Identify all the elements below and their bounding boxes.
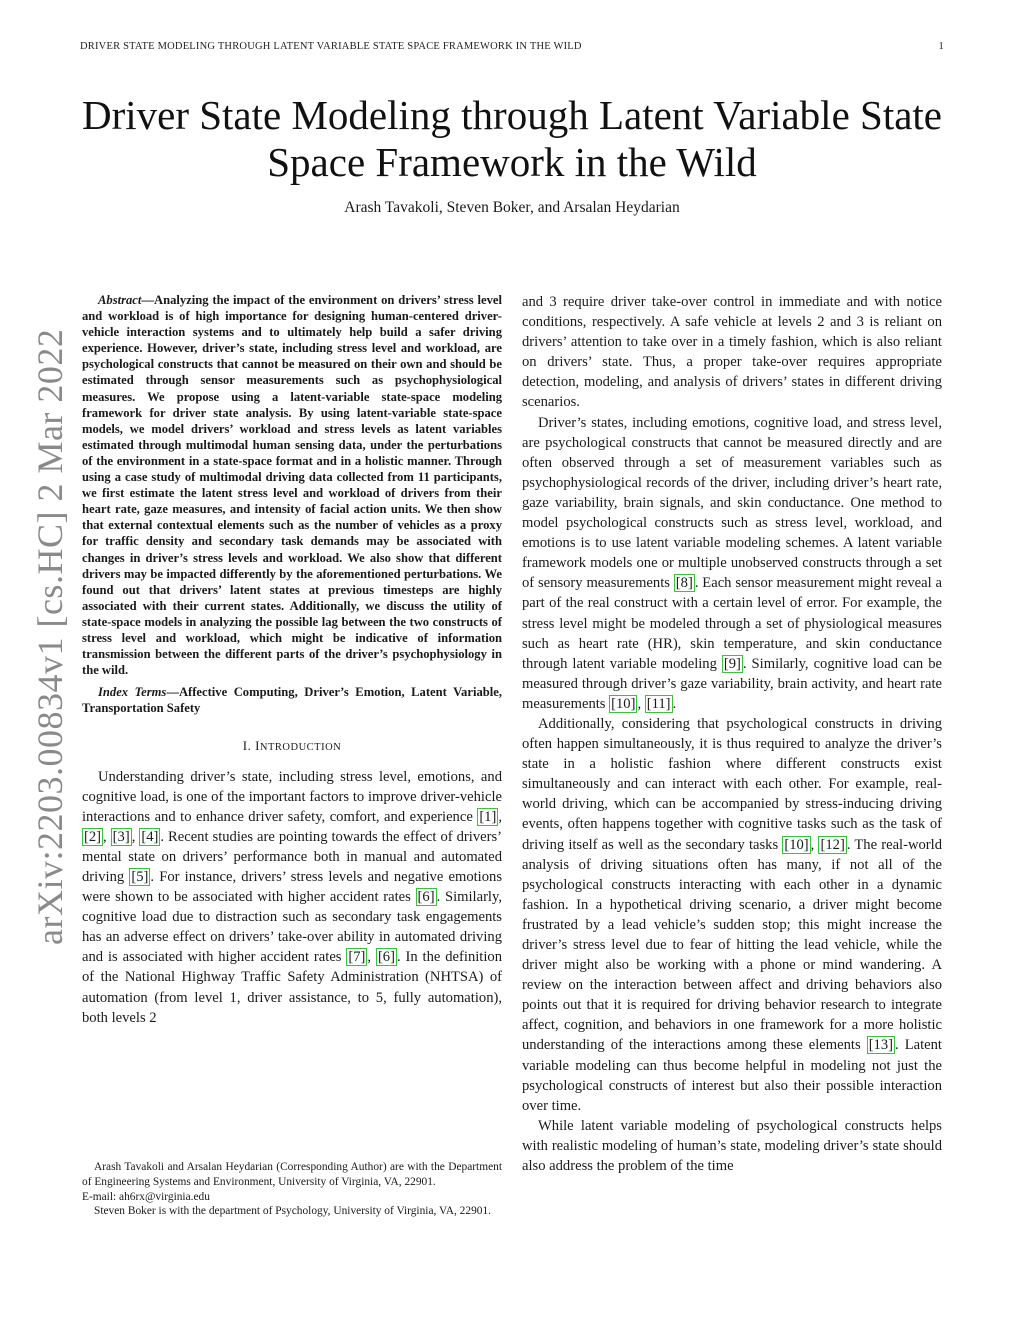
title-line-1: Driver State Modeling through Latent Variable State: [81, 92, 943, 138]
citation-link[interactable]: [10]: [611, 695, 636, 712]
text-run: . The real-world analysis of driving situations often has many, if not all of the psychological constructs interacting with each other in a dynamic fashion. In a hypothetical driving scenario, a driver might become frustrated by a lead vehicle’s sudden stop; this might increase the driver’s stress level due to fear of hitting the lead vehicle, while the driver might also be working with a phone or mind wandering. A review on the interaction between affect and driving behaviors also points out that it is required for driving behavior research to integrate affect, cognition, and behaviors in one framework for a more holistic understanding of the interactions among these elements: [522, 836, 943, 1054]
citation-link[interactable]: [3]: [112, 828, 130, 845]
text-run: . Latent variable modeling can thus become helpful in modeling not just the psychological constructs of interest but also their possible interaction over time.: [522, 1037, 942, 1114]
citation-link[interactable]: [6]: [417, 889, 435, 906]
section-initial: I: [255, 738, 260, 754]
citation-link[interactable]: [7]: [348, 949, 366, 966]
page-number: 1: [938, 41, 944, 52]
abstract: [82, 292, 502, 678]
index-terms: [82, 684, 502, 716]
section-numeral: I.: [242, 738, 256, 754]
footnote-affiliation-1: Arash Tavakoli and Arsalan Heydarian (Corresponding Author) are with the Department of Engineering Systems and Environment, University of Virginia, VA, 22901.: [82, 1161, 502, 1188]
citation-link[interactable]: [5]: [131, 869, 149, 885]
index-terms-text: —Affective Computing, Driver’s Emotion, Latent Variable, Transportation Safety: [82, 685, 502, 716]
running-head: [80, 41, 944, 52]
citation-link[interactable]: [4]: [141, 828, 159, 845]
text-run: Additionally, considering that psychological constructs in driving often happen simultaneously, it is thus required to analyze the driver’s state in a holistic fashion where different constructs exist simultaneously and can interact with each other. For example, real-world driving, which can be accompanied by stress-inducing driving events, often happens together with cognitive tasks such as the task of driving itself as well as the secondary tasks: [522, 715, 942, 853]
author-footnote: [82, 1160, 502, 1219]
citation-link[interactable]: [8]: [675, 575, 693, 592]
text-run: . For instance, drivers’ stress levels and negative emotions were shown to be associated with higher accident rates: [82, 869, 502, 906]
title-line-2: Space Framework in the Wild: [267, 139, 757, 185]
running-head-title: DRIVER STATE MODELING THROUGH LATENT VARIABLE STATE SPACE FRAMEWORK IN THE WILD: [80, 41, 582, 52]
paper-title: [60, 92, 964, 186]
text-run: Driver’s states, including emotions, cognitive load, and stress level, are psychological constructs that cannot be measured directly and are often observed through a set of measurement variables such as psychophysiological records of the driver, including driver’s heart rate, gaze variability, brain signals, and skin conductance. One method to model psychological constructs such as stress level, workload, and emotions is to use latent variable modeling schemes. A latent variable framework models one or multiple unobserved constructs through a set of sensory measurements: [522, 414, 942, 592]
citation-link[interactable]: [1]: [479, 808, 497, 825]
text-run: . Similarly, cognitive load can be measured through driver’s gaze variability, brain activity, and heart rate measurements: [522, 655, 942, 712]
intro-paragraph-1: Understanding driver’s state, including stress level, emotions, and cognitive load, is one of the important factors to improve driver-vehicle interactions and to enhance driver safety, comfort, and experience [1] , [2] , [3] , [4] . Recent studies are pointing towards the effect of drivers’ mental state on drivers’ performance both in manual and automated driving [5] . For instance, drivers’ stress levels and negative emotions were shown to be associated with higher accident rates [6] . Similarly, cognitive load due to distraction such as secondary task engagements has an adverse effect on drivers’ take-over ability in automated driving and is associated with higher accident rates [7] , [6] . In the definition of the National Highway Traffic Safety Administration (NHTSA) of automation (from level 1, driver assistance, to 5, fully automation), both levels 2: [82, 768, 502, 1026]
section-title-rest: NTRODUCTION: [259, 742, 342, 754]
text-run: . Recent studies are pointing towards the effect of drivers’ mental state on drivers’ performance both in manual and automated driving: [82, 828, 502, 885]
text-run: . Similarly, cognitive load due to distraction such as secondary task engagements has an adverse effect on drivers’ take-over ability in automated driving and is associated with higher accident rates: [82, 889, 502, 966]
author-list: Arash Tavakoli, Steven Boker, and Arsalan Heydarian: [344, 199, 680, 216]
text-run: Understanding driver’s state, including stress level, emotions, and cognitive load, is one of the important factors to improve driver-vehicle interactions and to enhance driver safety, comfort, and experience: [82, 768, 502, 825]
right-column: [522, 292, 942, 1176]
section-heading-introduction: [82, 736, 502, 758]
left-column: [82, 292, 502, 1028]
citation-link[interactable]: [12]: [820, 836, 845, 853]
right-paragraph-3: Additionally, considering that psychological constructs in driving often happen simultaneously, it is thus required to analyze the driver’s state in a holistic fashion where different constructs exist simultaneously and can interact with each other. For example, real-world driving, which can be accompanied by stress-inducing driving events, often happens together with cognitive tasks such as the task of driving itself as well as the secondary tasks [10] , [12] . The real-world analysis of driving situations often has many, if not all of the psychological constructs interacting with each other in a dynamic fashion. In a hypothetical driving scenario, a driver might become frustrated by a lead vehicle’s sudden stop; this might increase the driver’s stress level due to fear of hitting the lead vehicle, while the driver might also be working with a phone or mind wandering. A review on the interaction between affect and driving behaviors also points out that it is required for driving behavior research to integrate affect, cognition, and behaviors in one framework for a more holistic understanding of the interactions among these elements [13] . Latent variable modeling can thus become helpful in modeling not just the psychological constructs of interest but also their possible interaction over time.: [522, 715, 943, 1114]
citation-link[interactable]: [13]: [868, 1037, 894, 1054]
citation-link[interactable]: [10]: [784, 836, 809, 853]
right-paragraph-4: While latent variable modeling of psychological constructs helps with realistic modeling of human’s state, modeling driver’s state should also address the problem of the time: [522, 1117, 942, 1175]
footnote-email: E-mail: ah6rx@virginia.edu: [82, 1190, 210, 1203]
abstract-lead: Abstract: [98, 293, 142, 307]
citation-link[interactable]: [2]: [84, 828, 102, 845]
arxiv-stamp: arXiv:2203.00834v1 [cs.HC] 2 Mar 2022: [30, 328, 70, 945]
citation-link[interactable]: [6]: [377, 949, 395, 966]
citation-link[interactable]: [9]: [723, 655, 741, 672]
footnote-affiliation-2: Steven Boker is with the department of Psychology, University of Virginia, VA, 22901.: [94, 1205, 492, 1218]
text-run: . Each sensor measurement might reveal a part of the real construct with a certain level of error. For example, the stress level might be modeled through a set of physiological measures such as heart rate (HR), skin temperature, and skin conductance through latent variable modeling: [522, 575, 942, 672]
index-terms-lead: Index Terms: [98, 685, 167, 700]
right-paragraph-1: and 3 require driver take-over control in immediate and with notice conditions, respectively. A safe vehicle at levels 2 and 3 is reliant on drivers’ attention to take over in a timely fashion, which is also reliant on drivers’ state. Thus, a proper take-over requires appropriate detection, modeling, and analysis of drivers’ states in different driving scenarios.: [522, 294, 942, 411]
right-paragraph-2: Driver’s states, including emotions, cognitive load, and stress level, are psychological constructs that cannot be measured directly and are often observed through a set of measurement variables such as psychophysiological records of the driver, including driver’s heart rate, gaze variability, brain signals, and skin conductance. One method to model psychological constructs such as stress level, workload, and emotions is to use latent variable modeling schemes. A latent variable framework models one or multiple unobserved constructs through a set of sensory measurements [8] . Each sensor measurement might reveal a part of the real construct with a certain level of error. For example, the stress level might be modeled through a set of physiological measures such as heart rate (HR), skin temperature, and skin conductance through latent variable modeling [9] . Similarly, cognitive load can be measured through driver’s gaze variability, brain activity, and heart rate measurements [10] , [11] .: [522, 414, 942, 712]
text-run: .: [672, 695, 677, 712]
citation-link[interactable]: [11]: [646, 695, 671, 712]
abstract-text: —Analyzing the impact of the environment on drivers’ stress level and workload is of high importance for designing human-centered driver-vehicle interaction systems and to ultimately help build a safer driving experience. However, driver’s state, including stress level and workload, are psychological constructs that cannot be measured on their own and should be estimated through sensor measurements such as psychophysiological measures. We propose using a latent-variable state-space modeling framework for driver state analysis. By using latent-variable state-space models, we model drivers’ workload and stress levels as latent variables estimated through multimodal human sensing data, under the perturbations of the environment in a state-space format and in a holistic manner. Through using a case study of multimodal driving data collected from 11 participants, we first estimate the latent stress level and workload of drivers from their heart rate, gaze measures, and intensity of facial action units. We then show that external contextual elements such as the number of vehicles as a proxy for traffic density and secondary task demands may be associated with changes in driver’s stress levels and workload. We also show that different drivers may be impacted differently by the aforementioned perturbations. We found out that drivers’ latent states at previous timesteps are highly associated with their current states. Additionally, we discuss the utility of state-space models in analyzing the possible lag between the two constructs of stress level and workload, which might be indicative of information transmission between the different parts of the driver’s psychophysiology in the wild.: [82, 293, 502, 678]
text-run: . In the definition of the National Highway Traffic Safety Administration (NHTSA) of automation (from level 1, driver assistance, to 5, fully automation), both levels 2: [82, 949, 502, 1026]
